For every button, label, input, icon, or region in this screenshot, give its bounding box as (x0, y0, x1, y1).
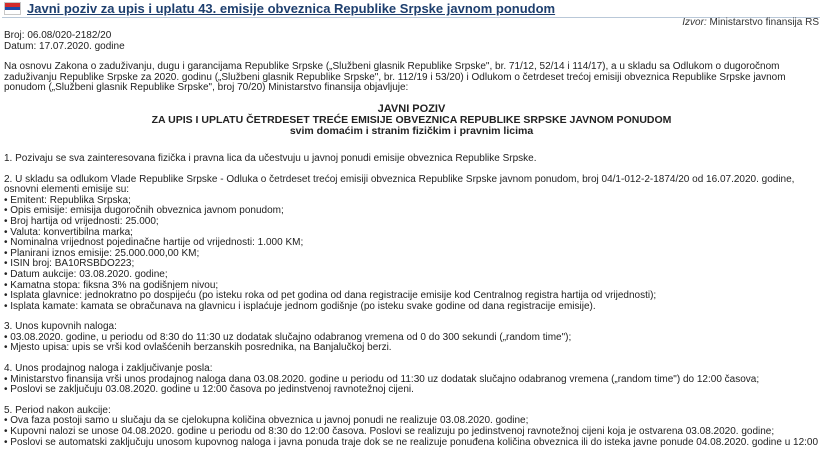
section-4-list (4, 375, 819, 396)
article-body (4, 31, 819, 448)
list-item: • Isplata glavnice: jednokratno po dospijeću (po isteku roka od pet godina od dana registracije emisije kod Centralnog registra hartija od vrijednosti); (4, 291, 819, 302)
list-item: • Datum aukcije: 03.08.2020. godine; (4, 270, 819, 281)
list-item: • Opis emisije: emisija dugoročnih obveznica javnom ponudom; (4, 206, 819, 217)
list-item: • Kupovni nalozi se unose 04.08.2020. godine u periodu od 8:30 do 12:00 časova. Poslovi se realizuju po jedinstvenoj ravnotežnoj cijeni koja je ostvarena 03.08.2020. godine; (4, 427, 819, 438)
list-item: • Emitent: Republika Srpska; (4, 196, 819, 207)
notice-heading (4, 104, 819, 137)
list-item: • Valuta: konvertibilna marka; (4, 228, 819, 239)
list-item: • Mjesto upisa: upis se vrši kod ovlašćenih berzanskih posrednika, na Banjalučkoj berzi. (4, 343, 819, 354)
list-item: • Broj hartija od vrijednosti: 25.000; (4, 217, 819, 228)
flag-icon (4, 2, 21, 15)
section-1: 1. Pozivaju se sva zainteresovana fizička i pravna lica da učestvuju u javnoj ponudi emisije obveznica Republike Srpske. (4, 152, 537, 164)
section-5: 5. Period nakon aukcije: (4, 404, 111, 416)
intro-paragraph: Na osnovu Zakona o zaduživanju, dugu i garancijama Republike Srpske („Službeni glasnik Republike Srpske", br. 71/12, 52/14 i 114/17), a u skladu sa Odlukom o dugoročnom zaduživanju Republike Srpske za 2020. godinu („Službeni glasnik Republike Srpske", br. 112/19 i 53/20) i Odlukom o četrdeset trećoj emisiji obveznica Republike Srpske javnom ponudom („Službeni glasnik Republike Srpske", broj 70/20) Ministarstvo finansija objavljuje: (4, 61, 786, 94)
list-item: • Kamatna stopa: fiksna 3% na godišnjem nivou; (4, 281, 819, 292)
list-item: • Nominalna vrijednost pojedinačne hartije od vrijednosti: 1.000 KM; (4, 238, 819, 249)
list-item: • Poslovi se automatski zaključuju unosom kupovnog naloga i javna ponuda traje dok se ne realizuje ponuđena količina obveznica ili do isteka javne ponude 04.08.2020. godine u 12:00 (4, 438, 819, 449)
section-3-list (4, 333, 819, 354)
section-4: 4. Unos prodajnog naloga i zaključivanje posla: (4, 363, 213, 375)
document-number: Broj: 06.08/020-2182/20 (4, 30, 112, 41)
source (682, 17, 819, 28)
section-5-list (4, 416, 819, 448)
section-2-list (4, 196, 819, 313)
heading-line-3: svim domaćim i stranim fizičkim i pravnim licima (289, 124, 534, 137)
list-item: • Planirani iznos emisije: 25.000.000,00 KM; (4, 249, 819, 260)
list-item: • 03.08.2020. godine, u periodu od 8:30 do 11:30 uz dodatak slučajno odabranog vremena od 0 do 300 sekundi („random time"); (4, 333, 819, 344)
list-item: • Poslovi se zaključuju 03.08.2020. godine u 12:00 časova po jedinstvenoj ravnotežnoj cijeni. (4, 385, 819, 396)
list-item: • Isplata kamate: kamata se obračunava na glavnicu i isplaćuje jednom godišnje (po isteku svake godine od dana registracije emisije). (4, 302, 819, 313)
heading-line-2: ZA UPIS I UPLATU ČETRDESET TREĆE EMISIJE OBVEZNICA REPUBLIKE SRPSKE JAVNOM PONUDOM (151, 113, 672, 126)
source-label: Izvor: (682, 17, 707, 28)
list-item: • Ova faza postoji samo u slučaju da se cjelokupna količina obveznica u javnoj ponudi ne realizuje 03.08.2020. godine; (4, 416, 819, 427)
source-value: Ministarstvo finansija RS (709, 17, 819, 28)
page-title[interactable]: Javni poziv za upis i uplatu 43. emisije obveznica Republike Srpske javnom ponudom (27, 1, 556, 16)
section-3: 3. Unos kupovnih naloga: (4, 321, 117, 333)
page-header (2, 0, 820, 18)
list-item: • Ministarstvo finansija vrši unos prodajnog naloga dana 03.08.2020. godine u periodu od 11:30 uz dodatak slučajno odabranog vremena („random time") do 12:00 časova; (4, 375, 819, 386)
document-date: Datum: 17.07.2020. godine (4, 40, 125, 52)
section-2: 2. U skladu sa odlukom Vlade Republike Srpske - Odluka o četrdeset trećoj emisiji obveznica Republike Srpske javnom ponudom, broj 04/1-012-2-1874/20 od 16.07.2020. godine, osnovni elementi emisije su: (4, 173, 795, 196)
list-item: • ISIN broj: BA10RSBDO223; (4, 259, 819, 270)
heading-line-1: JAVNI POZIV (377, 102, 446, 115)
